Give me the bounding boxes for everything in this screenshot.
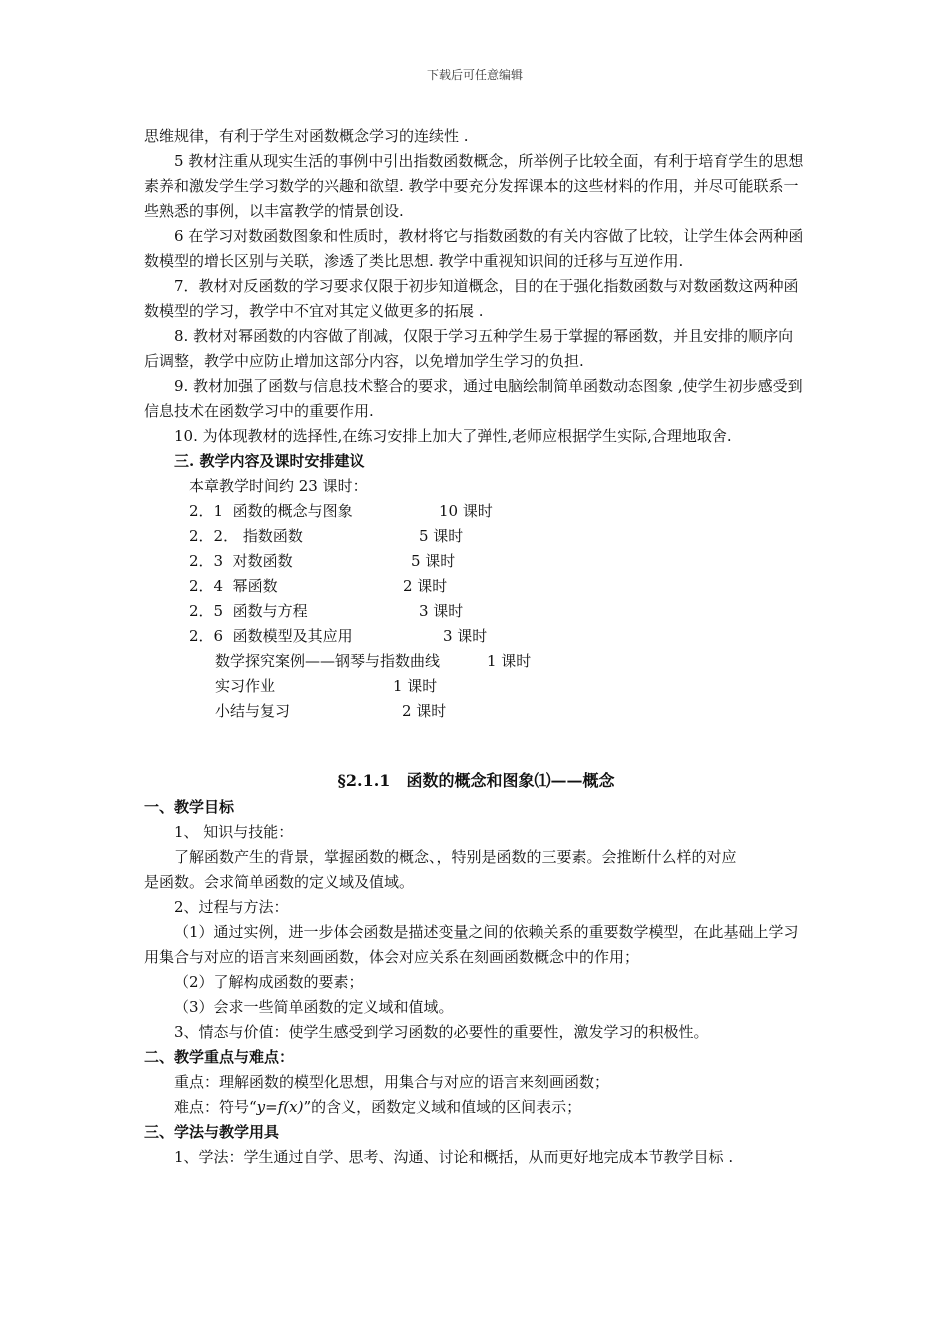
section-heading: 二、教学重点与难点： xyxy=(144,1048,295,1066)
schedule-hours: 3 课时 xyxy=(443,627,488,645)
math-expression: y=f(x) xyxy=(256,1098,304,1116)
schedule-row xyxy=(189,499,808,524)
paragraph: 9. 教材加强了函数与信息技术整合的要求，通过电脑绘制简单函数动态图象 ,使学生初步感受到信息技术在函数学习中的重要作用. xyxy=(144,377,803,420)
schedule-topic: 2．3 对数函数 xyxy=(189,552,293,570)
method-item: 1、学法：学生通过自学、思考、沟通、讨论和概括，从而更好地完成本节教学目标 . xyxy=(174,1148,734,1166)
goal-item: 1、 知识与技能： xyxy=(174,823,294,841)
document-body xyxy=(144,124,808,1170)
goal-text: 是函数。会求简单函数的定义域及值域。 xyxy=(144,873,415,891)
section-heading: 三. 教学内容及课时安排建议 xyxy=(174,452,365,470)
paragraph: 思维规律，有利于学生对函数概念学习的连续性 . xyxy=(144,127,469,145)
schedule-row xyxy=(189,599,808,624)
schedule-hours: 10 课时 xyxy=(439,502,493,520)
schedule-row xyxy=(189,649,808,674)
goal-item: 3、情态与价值：使学生感受到学习函数的必要性的重要性，激发学习的积极性。 xyxy=(174,1023,709,1041)
schedule-topic: 2．2． 指数函数 xyxy=(189,527,303,545)
goal-text: （1）通过实例，进一步体会函数是描述变量之间的依赖关系的重要数学模型，在此基础上学习用集合与对应的语言来刻画函数，体会对应关系在刻画函数概念中的作用； xyxy=(144,923,799,966)
schedule-topic: 实习作业 xyxy=(215,677,276,695)
section-heading: 一、教学目标 xyxy=(144,798,235,816)
schedule-row xyxy=(189,624,808,649)
goal-text: （3）会求一些简单函数的定义域和值域。 xyxy=(174,998,454,1016)
schedule-hours: 2 课时 xyxy=(402,702,447,720)
schedule-row xyxy=(189,699,808,724)
schedule-topic: 2．1 函数的概念与图象 xyxy=(189,502,353,520)
paragraph: 6 在学习对数函数图象和性质时，教材将它与指数函数的有关内容做了比较，让学生体会两种函数模型的增长区别与关联，渗透了类比思想. 教学中重视知识间的迁移与互逆作用. xyxy=(144,227,804,270)
schedule-hours: 1 课时 xyxy=(393,677,438,695)
schedule-topic: 2．4 幂函数 xyxy=(189,577,278,595)
schedule-hours: 1 课时 xyxy=(487,652,532,670)
difficult-prefix: 难点：符号“ xyxy=(174,1098,257,1116)
paragraph: 7．教材对反函数的学习要求仅限于初步知道概念，目的在于强化指数函数与对数函数这两种函数模型的学习，教学中不宜对其定义做更多的拓展 . xyxy=(144,277,799,320)
schedule-intro: 本章教学时间约 23 课时： xyxy=(189,477,368,495)
schedule-hours: 5 课时 xyxy=(419,527,464,545)
schedule-row xyxy=(189,574,808,599)
goal-item: 2、过程与方法： xyxy=(174,898,289,916)
schedule-row xyxy=(189,674,808,699)
difficult-suffix: ”的含义，函数定义域和值域的区间表示； xyxy=(303,1098,582,1116)
page-header: 下载后可任意编辑 xyxy=(426,68,523,82)
schedule-hours: 3 课时 xyxy=(419,602,464,620)
schedule-topic: 2．5 函数与方程 xyxy=(189,602,308,620)
lesson-title: §2.1.1 函数的概念和图象⑴——概念 xyxy=(337,771,615,790)
key-point: 重点：理解函数的模型化思想，用集合与对应的语言来刻画函数； xyxy=(174,1073,610,1091)
schedule-hours: 2 课时 xyxy=(403,577,448,595)
paragraph: 10. 为体现教材的选择性,在练习安排上加大了弹性,老师应根据学生实际,合理地取舍. xyxy=(174,427,732,445)
schedule-topic: 2．6 函数模型及其应用 xyxy=(189,627,353,645)
schedule-row xyxy=(189,524,808,549)
paragraph: 8. 教材对幂函数的内容做了削减，仅限于学习五种学生易于掌握的幂函数，并且安排的顺序向后调整，教学中应防止增加这部分内容，以免增加学生学习的负担. xyxy=(144,327,794,370)
schedule-row xyxy=(189,549,808,574)
schedule-list xyxy=(144,499,808,724)
schedule-hours: 5 课时 xyxy=(411,552,456,570)
goal-text: （2）了解构成函数的要素； xyxy=(174,973,364,991)
schedule-topic: 数学探究案例——钢琴与指数曲线 xyxy=(215,652,441,670)
paragraph: 5 教材注重从现实生活的事例中引出指数函数概念，所举例子比较全面，有利于培育学生的思想素养和激发学生学习数学的兴趣和欲望. 教学中要充分发挥课本的这些材料的作用，并尽可能联系一些熟悉的事例，以丰富教学的情景创设. xyxy=(144,152,804,220)
schedule-topic: 小结与复习 xyxy=(215,702,291,720)
goal-text: 了解函数产生的背景，掌握函数的概念、，特别是函数的三要素。会推断什么样的对应 xyxy=(174,848,737,866)
difficult-point xyxy=(144,1095,808,1120)
section-heading: 三、学法与教学用具 xyxy=(144,1123,280,1141)
